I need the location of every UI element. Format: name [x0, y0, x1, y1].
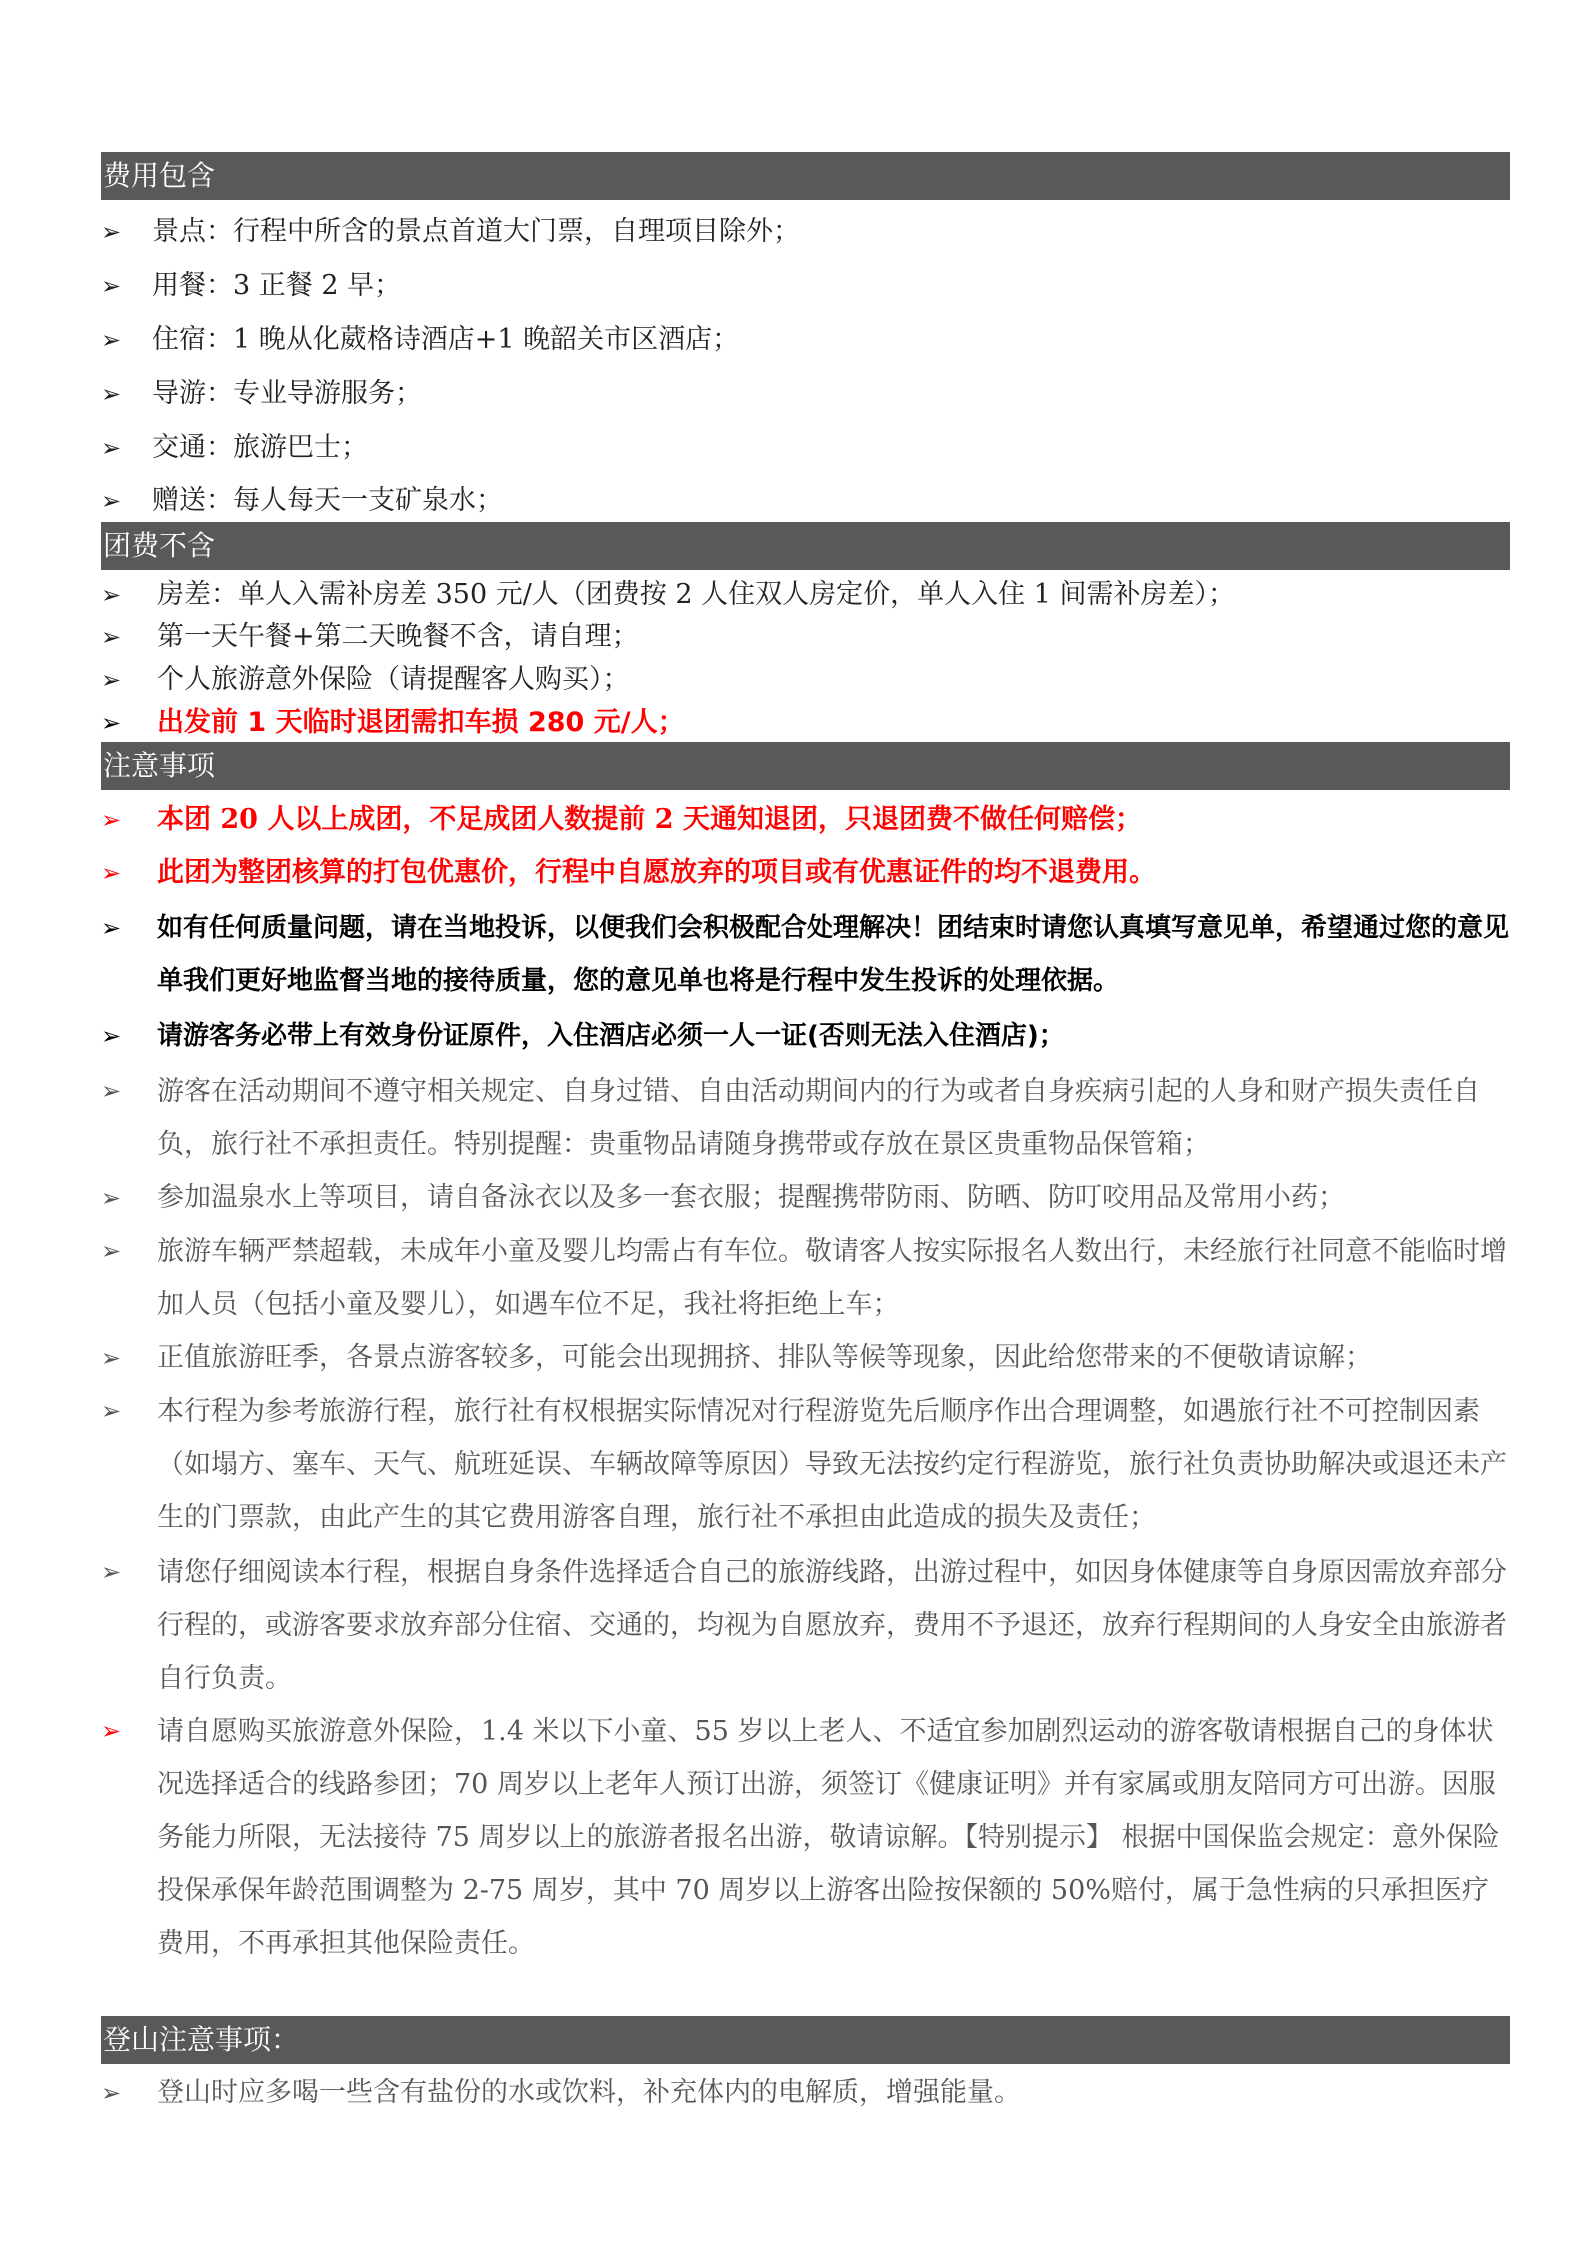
arrow-bullet-icon: ➢ [101, 581, 122, 609]
section-header-fee-included: 费用包含 [101, 152, 1510, 200]
arrow-bullet-icon: ➢ [101, 1717, 122, 1745]
section-header-fee-excluded: 团费不含 [101, 522, 1510, 570]
arrow-bullet-icon: ➢ [101, 380, 122, 408]
document-page: 费用包含 ➢ 景点：行程中所含的景点首道大门票，自理项目除外； ➢ 用餐：3 正餐 2 早； ➢ 住宿：1 晚从化葳格诗酒店+1 晚韶关市区酒店； ➢ 导游：专业导游服务； ➢ 交通：旅游巴士； ➢ 赠送：每人每天一支矿泉水； 团费不含 ➢ 房差：单人入需补房差 350 元/人（团费按 2 人住双人房定价，单人入住 1 间需补房差）； ➢ 第一天午餐+第二天晚餐不含，请自理； ➢ 个人旅游意外保险（请提醒客人购买）； ➢ 出发前 1 天临时退团需扣车损 280 元/人； 注意事项 ➢ 本团 20 人以上成团，不足成团人数提前 2 天通知退团，只退团费不做任何赔偿； ➢ 此团为整团核算的打包优惠价，行程中自愿放弃的项目或有优惠证件的均不退费用。 ➢ 如有任何质量问题，请在当地投诉，以便我们会积极配合处理解决！团结束时请您认真填写意见单，希望通过您的意见单我们更好地监督当地的接待质量，您的意见单也将是行程中发生投诉的处理依据。 ➢ 请游客务必带上有效身份证原件，入住酒店必须一人一证(否则无法入住酒店)； ➢ 游客在活动期间不遵守相关规定、自身过错、自由活动期间内的行为或者自身疾病引起的人身和财产损失责任自负，旅行社不承担责任。特别提醒：贵重物品请随身携带或存放在景区贵重物品保管箱； ➢ 参加温泉水上等项目，请自备泳衣以及多一套衣服；提醒携带防雨、防晒、防叮咬用品及常用小药； ➢ 旅游车辆严禁超载，未成年小童及婴儿均需占有车位。敬请客人按实际报名人数出行，未经旅行社同意不能临时增加人员（包括小童及婴儿），如遇车位不足，我社将拒绝上车； ➢ 正值旅游旺季，各景点游客较多，可能会出现拥挤、排队等候等现象，因此给您带来的不便敬请谅解； ➢ 本行程为参考旅游行程，旅行社有权根据实际情况对行程游览先后顺序作出合理调整，如遇旅行社不可控制因素（如塌方、塞车、天气、航班延误、车辆故障等原因）导致无法按约定行程游览，旅行社负责协助解决或退还未产生的门票款，由此产生的其它费用游客自理，旅行社不承担由此造成的损失及责任； ➢ 请您仔细阅读本行程，根据自身条件选择适合自己的旅游线路，出游过程中，如因身体健康等自身原因需放弃部分行程的，或游客要求放弃部分住宿、交通的，均视为自愿放弃，费用不予退还，放弃行程期间的人身安全由旅游者自行负责。 ➢ 请自愿购买旅游意外保险，1.4 米以下小童、55 岁以上老人、不适宜参加剧烈运动的游客敬请根据自己的身体状况选择适合的线路参团；70 周岁以上老年人预订出游，须签订《健康证明》并有家属或朋友陪同方可出游。因服务能力所限，无法接待 75 周岁以上的旅游者报名出游，敬请谅解。【特别提示】 根据中国保监会规定：意外保险投保承保年龄范围调整为 2-75 周岁，其中 70 周岁以上游客出险按保额的 50%赔付，属于急性病的只承担医疗费用，不再承担其他保险责任。 登山注意事项： ➢ 登山时应多喝一些含有盐份的水或饮料，补充体内的电解质，增强能量。 [0, 0, 1587, 2245]
arrow-bullet-icon: ➢ [101, 1184, 122, 1212]
arrow-bullet-icon: ➢ [101, 326, 122, 354]
arrow-bullet-icon: ➢ [101, 272, 122, 300]
arrow-bullet-icon: ➢ [101, 218, 122, 246]
arrow-bullet-icon: ➢ [101, 1344, 122, 1372]
arrow-bullet-icon: ➢ [101, 806, 122, 834]
section-header-notes: 注意事项 [101, 742, 1510, 790]
arrow-bullet-icon: ➢ [101, 914, 122, 942]
section-header-hiking-notes: 登山注意事项： [101, 2016, 1510, 2064]
arrow-bullet-icon: ➢ [101, 1237, 122, 1265]
arrow-bullet-icon: ➢ [101, 623, 122, 651]
arrow-bullet-icon: ➢ [101, 1077, 122, 1105]
arrow-bullet-icon: ➢ [101, 1397, 122, 1425]
arrow-bullet-icon: ➢ [101, 1558, 122, 1586]
arrow-bullet-icon: ➢ [101, 709, 122, 737]
arrow-bullet-icon: ➢ [101, 434, 122, 462]
arrow-bullet-icon: ➢ [101, 1022, 122, 1050]
arrow-bullet-icon: ➢ [101, 2079, 122, 2107]
arrow-bullet-icon: ➢ [101, 487, 122, 515]
arrow-bullet-icon: ➢ [101, 859, 122, 887]
arrow-bullet-icon: ➢ [101, 666, 122, 694]
